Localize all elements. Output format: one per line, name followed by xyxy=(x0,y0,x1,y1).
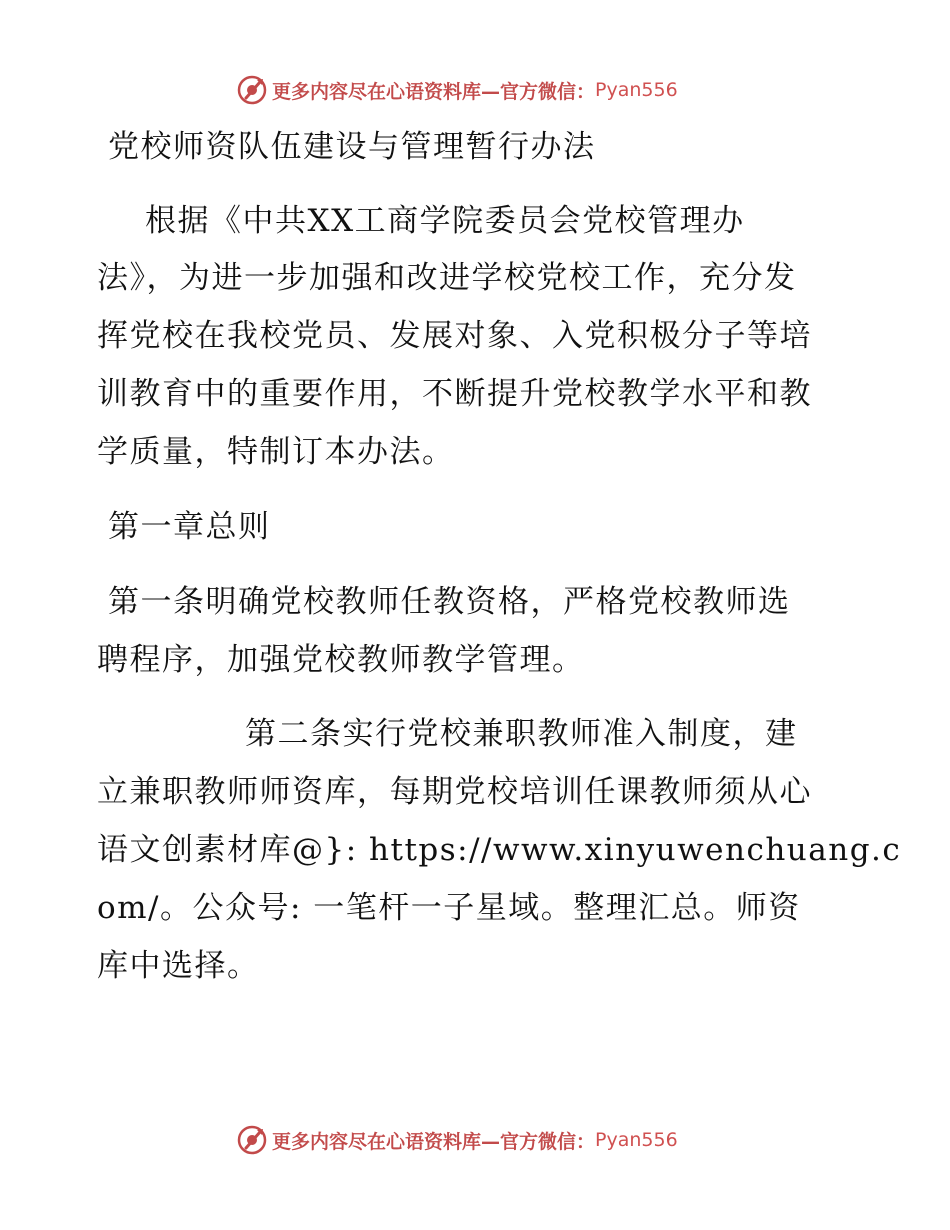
article-2-line: 语文创素材库@}: https://www.xinyuwenchuang.c xyxy=(97,832,902,868)
brand-logo-icon xyxy=(236,74,268,106)
watermark-account: Pyan556 xyxy=(595,79,678,101)
watermark-banner-bottom xyxy=(236,1123,678,1157)
article-2-line: 立兼职教师师资库，每期党校培训任课教师须从心 xyxy=(97,774,812,810)
preamble-line: 训教育中的重要作用，不断提升党校教学水平和教 xyxy=(97,376,812,412)
preamble-line: 法》，为进一步加强和改进学校党校工作，充分发 xyxy=(97,260,797,296)
article-1-line: 第一条明确党校教师任教资格，严格党校教师选 xyxy=(108,584,791,620)
watermark-brand-text: 更多内容尽在心语资料库—官方微信： xyxy=(272,1130,596,1153)
preamble-line: 挥党校在我校党员、发展对象、入党积极分子等培 xyxy=(97,318,812,354)
brand-logo-icon xyxy=(236,1124,268,1156)
watermark-banner-top xyxy=(236,73,678,107)
article-2-line: 第二条实行党校兼职教师准入制度，建 xyxy=(245,716,798,752)
watermark-brand-text: 更多内容尽在心语资料库—官方微信： xyxy=(272,80,596,103)
article-2-line: 库中选择。 xyxy=(97,948,260,984)
article-1-line: 聘程序，加强党校教师教学管理。 xyxy=(97,642,585,678)
document-title: 党校师资队伍建设与管理暂行办法 xyxy=(108,129,596,165)
watermark-account: Pyan556 xyxy=(595,1129,678,1151)
article-2-line: om/。公众号: 一笔杆一子星域。整理汇总。师资 xyxy=(97,890,801,926)
preamble-line: 学质量，特制订本办法。 xyxy=(97,434,455,470)
chapter-heading: 第一章总则 xyxy=(108,509,271,545)
preamble-line: 根据《中共XX工商学院委员会党校管理办 xyxy=(145,203,745,239)
